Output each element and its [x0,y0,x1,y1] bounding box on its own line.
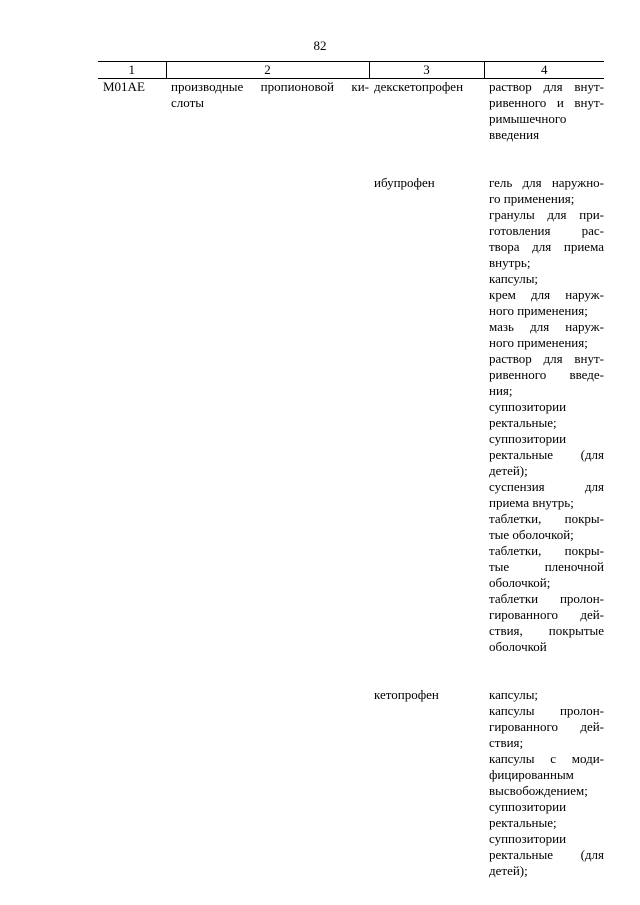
text-line: оболочкой [489,639,547,654]
text-line: ректальные; [489,415,557,430]
column-header-1: 1 [98,62,166,79]
text-line: го применения; [489,191,575,206]
table-row [98,175,604,655]
drug-name: кетопрофен [374,687,439,702]
atc-code: M01AE [103,79,145,94]
page-number: 82 [313,38,327,53]
text-line: ректальные; [489,815,557,830]
text-line: внутрь; [489,255,531,270]
table-row [98,79,604,144]
group-name-lines [171,79,369,111]
text-line: ного применения; [489,303,588,318]
text-line: крем для наруж- [489,287,604,302]
text-line: детей); [489,863,528,878]
text-line: таблетки, покры- [489,543,604,558]
text-line: гель для наружно- [489,175,604,190]
text-line: фицированным [489,767,574,782]
column-header-4: 4 [484,62,604,79]
text-line: раствор для внут- [489,351,604,366]
text-line: гированного дей- [489,719,604,734]
text-line: капсулы пролон- [489,703,604,718]
text-line: мазь для наруж- [489,319,604,334]
text-line: ного применения; [489,335,588,350]
row-spacer [98,143,604,175]
row-spacer [98,655,604,687]
text-line: готовления рас- [489,223,604,238]
text-line: капсулы с моди- [489,751,604,766]
text-line: суппозитории [489,799,567,814]
table-row [98,687,604,879]
text-line: раствор для внут- [489,79,604,94]
text-line: суспензия для [489,479,604,494]
drug-name: ибупрофен [374,175,435,190]
text-line: ния; [489,383,513,398]
text-line: ректальные (для [489,447,604,462]
text-line: суппозитории [489,399,567,414]
text-line: ривенного и внут- [489,95,604,110]
text-line: таблетки пролон- [489,591,604,606]
text-line: ствия; [489,735,524,750]
table-header-row [98,62,604,79]
text-line: твора для приема [489,239,604,254]
text-line: введения [489,127,540,142]
column-header-3: 3 [369,62,484,79]
text-line: римышечного [489,111,567,126]
text-line: тые пленочной [489,559,604,574]
text-line: ствия, покрытые [489,623,604,638]
text-line: высвобождением; [489,783,588,798]
dosage-form-cell [484,79,604,144]
drug-table [98,61,604,879]
text-line: суппозитории [489,831,567,846]
text-line: ректальные (для [489,847,604,862]
text-line: гированного дей- [489,607,604,622]
text-line: капсулы; [489,687,539,702]
table-body [98,79,604,880]
dosage-form-list [489,79,604,143]
text-line: производные пропионовой ки- [171,79,369,94]
dosage-form-list [489,687,604,879]
dosage-form-list [489,175,604,655]
column-header-2: 2 [166,62,369,79]
group-name [166,79,369,144]
text-line: тые оболочкой; [489,527,574,542]
text-line: оболочкой; [489,575,551,590]
text-line: детей); [489,463,528,478]
text-line: суппозитории [489,431,567,446]
text-line: ривенного введе- [489,367,604,382]
text-line: приема внутрь; [489,495,574,510]
text-line: слоты [171,95,205,110]
drug-name: декскетопрофен [374,79,464,94]
text-line: капсулы; [489,271,539,286]
text-line: таблетки, покры- [489,511,604,526]
drug-name-cell [369,79,484,144]
text-line: гранулы для при- [489,207,604,222]
